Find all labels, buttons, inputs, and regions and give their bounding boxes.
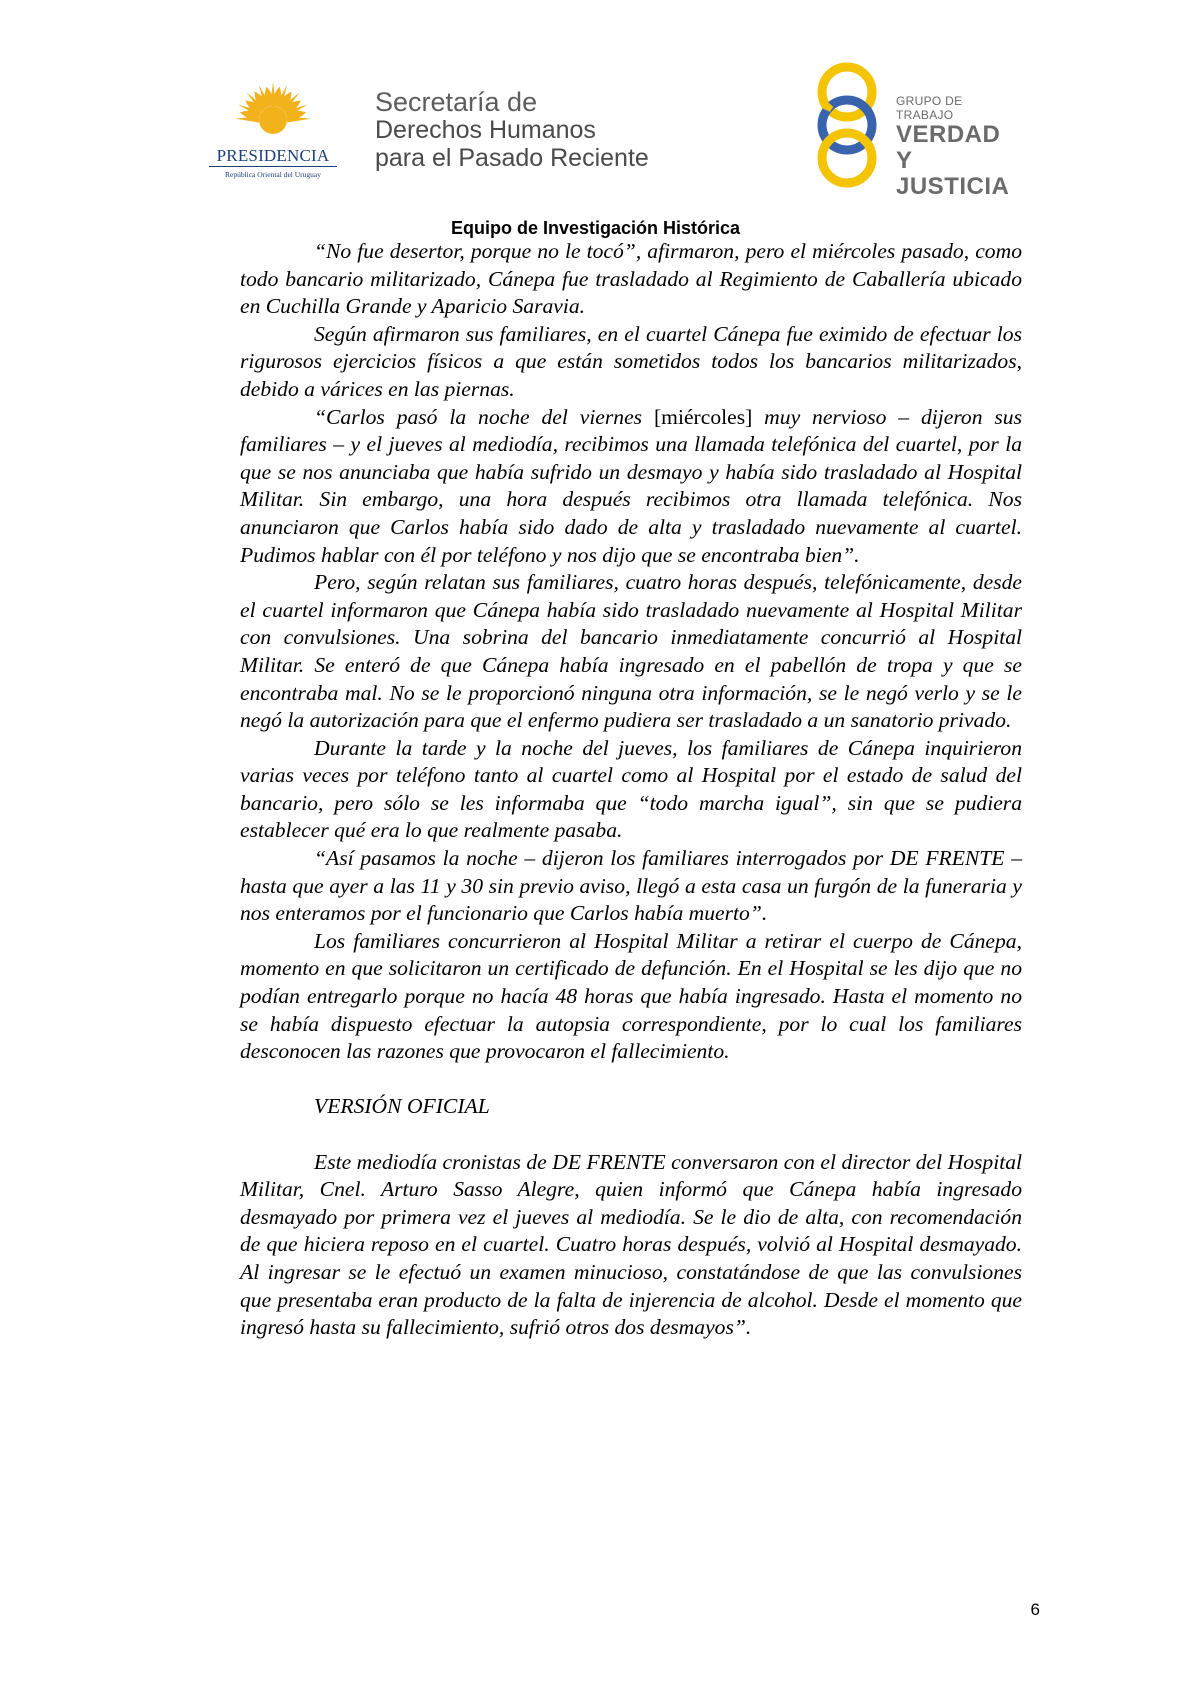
paragraph-3 bbox=[240, 404, 1022, 570]
page-number: 6 bbox=[1030, 1600, 1040, 1619]
grupo-trabajo-text bbox=[896, 94, 1018, 200]
presidencia-subtitle: República Oriental del Uruguay bbox=[224, 170, 321, 179]
presidencia-divider bbox=[209, 166, 337, 167]
secretaria-line-1: Secretaría de bbox=[375, 87, 538, 117]
grupo-trabajo-logo bbox=[808, 62, 1018, 200]
document-body bbox=[240, 238, 1022, 1342]
grupo-line-3: JUSTICIA bbox=[896, 173, 1010, 200]
paragraph-8: Este mediodía cronistas de DE FRENTE conversaron con el director del Hospital Militar, Cnel. Arturo Sasso Alegre, quien informó que Cánepa había ingresado desmayado por primera vez el jueves al mediodía. Se le dio de alta, con recomendación de que hiciera reposo en el cuartel. Cuatro horas después, volvió al Hospital desmayado. Al ingresar se le efectuó un examen minucioso, constatándose de que las convulsiones que presentaba eran producto de la falta de injerencia de alcohol. Desde el momento que ingresó hasta su fallecimiento, sufrió otros dos desmayos”. bbox=[240, 1149, 1022, 1340]
team-heading: Equipo de Investigación Histórica bbox=[450, 218, 741, 238]
paragraph-1: “No fue desertor, porque no le tocó”, afirmaron, pero el miércoles pasado, como todo bancario militarizado, Cánepa fue trasladado al Regimiento de Caballería ubicado en Cuchilla Grande y Aparicio Saravia. bbox=[240, 239, 1022, 319]
page-header bbox=[0, 0, 1191, 225]
paragraph-7: Los familiares concurrieron al Hospital Militar a retirar el cuerpo de Cánepa, momento en que solicitaron un certificado de defunción. En el Hospital se les dijo que no podían entregarlo porque no hacía 48 horas que había ingresado. Hasta el momento no se había dispuesto efectuar la autopsia correspondiente, por lo cual los familiares desconocen las razones que provocaron el fallecimiento. bbox=[240, 928, 1022, 1064]
sun-emblem-icon bbox=[231, 80, 315, 146]
presidencia-name: PRESIDENCIA bbox=[216, 146, 330, 165]
secretaria-title bbox=[375, 88, 649, 172]
grupo-line-2: VERDAD Y bbox=[896, 121, 1001, 174]
presidencia-logo bbox=[197, 80, 349, 184]
secretaria-line-2: Derechos Humanos bbox=[375, 116, 596, 144]
editorial-insertion: [miércoles] bbox=[653, 404, 753, 429]
section-heading: VERSIÓN OFICIAL bbox=[314, 1094, 490, 1119]
paragraph-3-part-a: “Carlos pasó la noche del viernes bbox=[314, 404, 654, 429]
paragraph-6: “Así pasamos la noche – dijeron los familiares interrogados por DE FRENTE – hasta que ayer a las 11 y 30 sin previo aviso, llegó a esta casa un furgón de la funeraria y nos enteramos por el funcionario que Carlos había muerto”. bbox=[240, 846, 1022, 926]
secretaria-line-3: para el Pasado Reciente bbox=[375, 144, 649, 172]
grupo-line-1: GRUPO DE TRABAJO bbox=[896, 94, 963, 122]
paragraph-3-part-c: muy nervioso – dijeron sus familiares – y el jueves al mediodía, recibimos una llamada telefónica del cuartel, por la que se nos anunciaba que había sufrido un desmayo y había sido trasladado al Hospital Militar. Sin embargo, una hora después recibimos otra llamada telefónica. Nos anunciaron que Carlos había sido dado de alta y trasladado nuevamente al cuartel. Pudimos hablar con él por teléfono y nos dijo que se encontraba bien”. bbox=[240, 404, 1022, 567]
interlocked-rings-icon bbox=[808, 62, 886, 188]
paragraph-4: Pero, según relatan sus familiares, cuatro horas después, telefónicamente, desde el cuartel informaron que Cánepa había sido trasladado nuevamente al Hospital Militar con convulsiones. Una sobrina del bancario inmediatamente concurrió al Hospital Militar. Se enteró de que Cánepa había ingresado en el pabellón de tropa y que se encontraba mal. No se le proporcionó ninguna otra información, se le negó verlo y se le negó la autorización para que el enfermo pudiera ser trasladado a un sanatorio privado. bbox=[240, 570, 1022, 733]
paragraph-2: Según afirmaron sus familiares, en el cuartel Cánepa fue eximido de efectuar los rigurosos ejercicios físicos a que están sometidos todos los bancarios militarizados, debido a várices en las piernas. bbox=[240, 321, 1022, 401]
paragraph-5: Durante la tarde y la noche del jueves, los familiares de Cánepa inquirieron varias veces por teléfono tanto al cuartel como al Hospital por el estado de salud del bancario, pero sólo se les informaba que “todo marcha igual”, sin que se pudiera establecer qué era lo que realmente pasaba. bbox=[240, 735, 1022, 843]
